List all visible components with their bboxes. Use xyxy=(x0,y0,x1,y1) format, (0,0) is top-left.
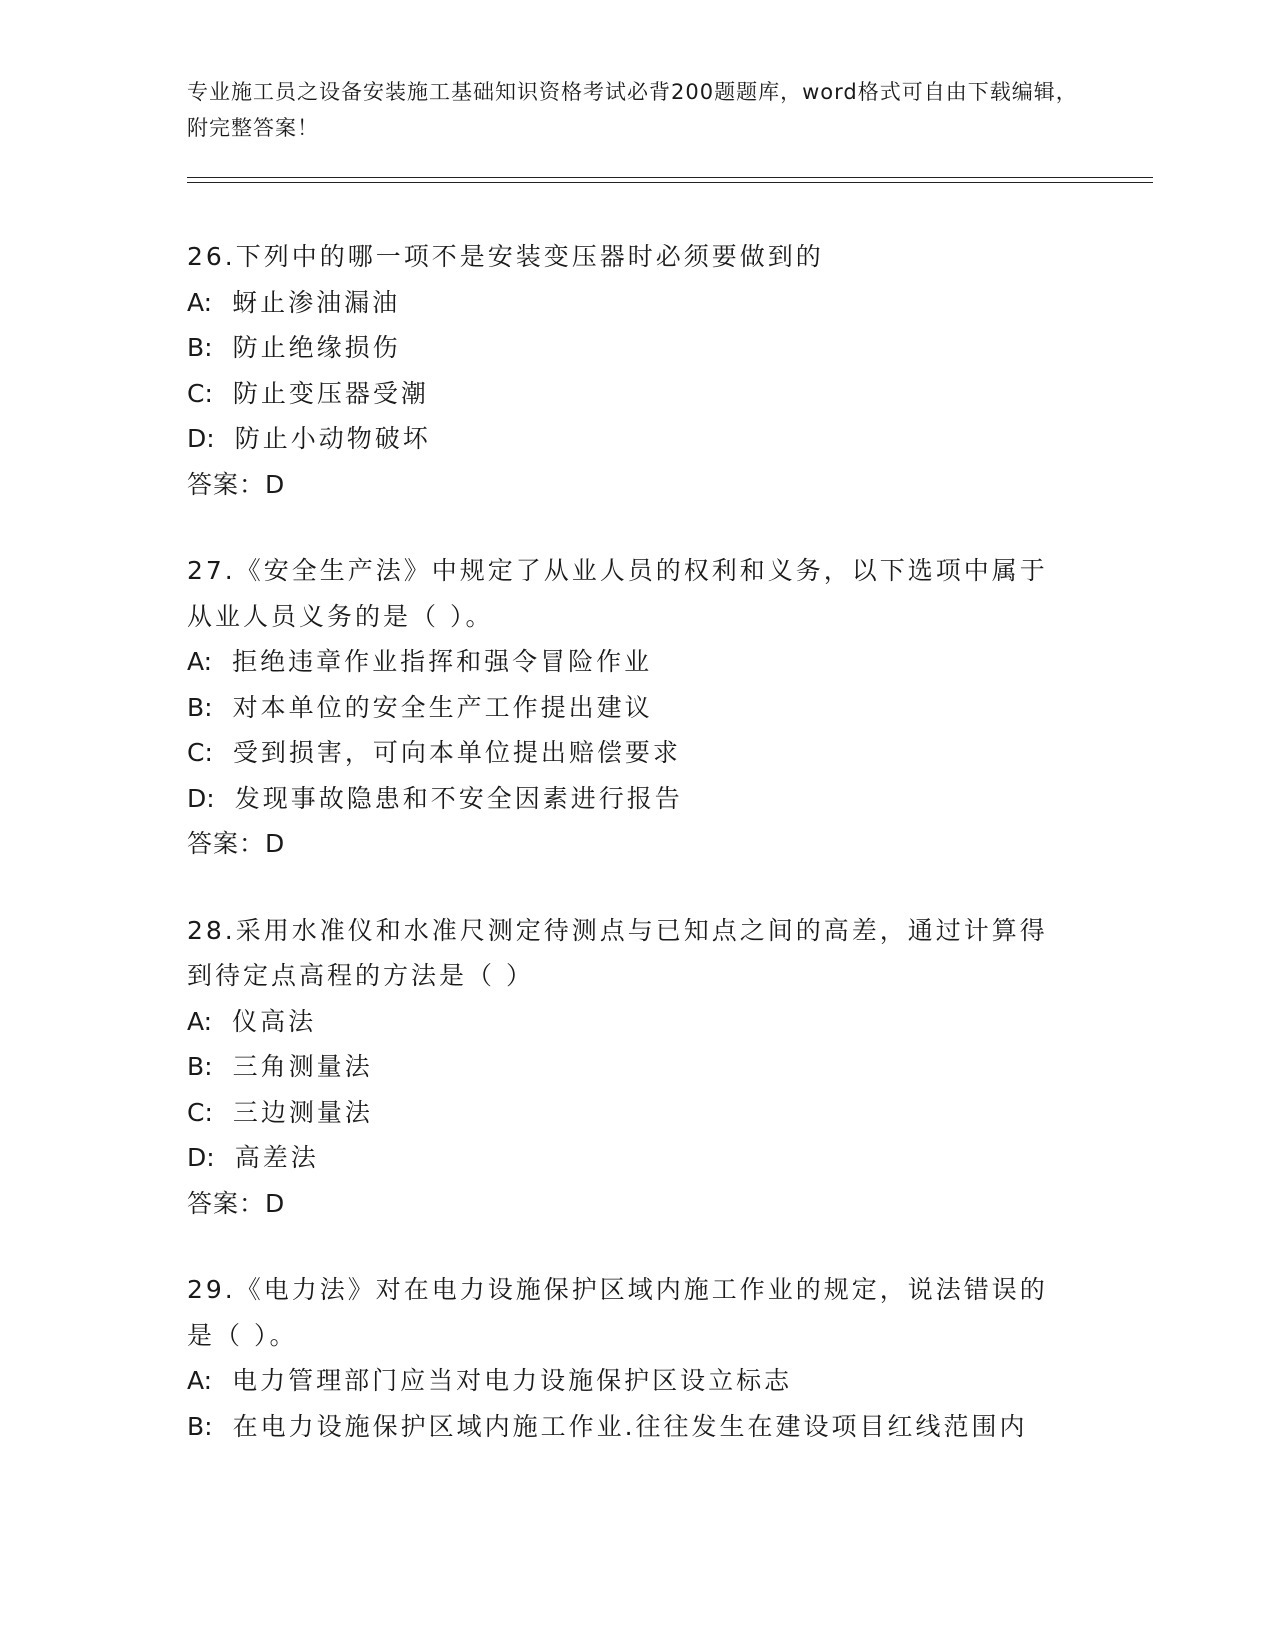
option-text: 三角测量法 xyxy=(232,1052,373,1081)
question-stem: 28.采用水准仪和水准尺测定待测点与已知点之间的高差，通过计算得到待定点高程的方法是（ ） xyxy=(187,915,1048,990)
option-b xyxy=(187,1044,1087,1090)
option-text: 发现事故隐患和不安全因素进行报告 xyxy=(234,783,683,813)
option-b xyxy=(187,325,1087,371)
option-text: 仪高法 xyxy=(232,1006,317,1036)
document-header: 专业施工员之设备安装施工基础知识资格考试必背200题题库，word格式可自由下载编辑，附完整答案！ xyxy=(187,80,1078,140)
option-b xyxy=(187,1404,1087,1450)
option-text: 拒绝违章作业指挥和强令冒险作业 xyxy=(232,647,653,676)
option-letter: D: xyxy=(187,1143,215,1172)
option-letter: A: xyxy=(187,1006,213,1036)
option-text: 高差法 xyxy=(234,1143,319,1172)
option-a xyxy=(187,280,1087,326)
option-text: 防止绝缘损伤 xyxy=(232,333,401,362)
option-text: 防止变压器受潮 xyxy=(232,378,429,408)
header-divider-bottom xyxy=(187,182,1153,183)
option-letter: A: xyxy=(187,647,213,676)
option-text: 对本单位的安全生产工作提出建议 xyxy=(232,692,653,722)
option-d xyxy=(187,1135,1087,1181)
question-28 xyxy=(187,908,1087,1227)
option-text: 防止小动物破坏 xyxy=(234,424,431,453)
option-b xyxy=(187,685,1087,731)
option-letter: A: xyxy=(187,287,213,317)
option-c xyxy=(187,371,1087,417)
option-letter: B: xyxy=(187,1411,213,1441)
option-letter: D: xyxy=(187,424,215,453)
answer-line: 答案：D xyxy=(187,469,286,499)
question-list xyxy=(187,234,1087,1490)
option-letter: B: xyxy=(187,692,213,722)
option-letter: B: xyxy=(187,333,213,362)
question-stem: 29.《电力法》对在电力设施保护区域内施工作业的规定，说法错误的是（ ）。 xyxy=(187,1275,1048,1350)
question-stem: 27.《安全生产法》中规定了从业人员的权利和义务，以下选项中属于从业人员义务的是（ ）。 xyxy=(187,556,1048,631)
option-d xyxy=(187,416,1087,462)
answer-line: 答案：D xyxy=(187,1188,286,1218)
option-c xyxy=(187,730,1087,776)
option-text: 三边测量法 xyxy=(232,1097,373,1127)
option-letter: A: xyxy=(187,1366,213,1395)
option-letter: C: xyxy=(187,378,213,408)
option-a xyxy=(187,999,1087,1045)
option-a xyxy=(187,639,1087,685)
option-letter: C: xyxy=(187,738,213,767)
question-26 xyxy=(187,234,1087,507)
option-d xyxy=(187,776,1087,822)
option-a xyxy=(187,1358,1087,1404)
option-letter: D: xyxy=(187,783,215,813)
option-text: 受到损害，可向本单位提出赔偿要求 xyxy=(232,738,681,767)
option-letter: B: xyxy=(187,1052,213,1081)
question-29 xyxy=(187,1267,1087,1449)
option-text: 在电力设施保护区域内施工作业.往往发生在建设项目红线范围内 xyxy=(232,1411,1028,1441)
question-stem: 26.下列中的哪一项不是安装变压器时必须要做到的 xyxy=(187,242,824,271)
answer-line: 答案：D xyxy=(187,829,286,858)
option-c xyxy=(187,1090,1087,1136)
option-text: 电力管理部门应当对电力设施保护区设立标志 xyxy=(232,1366,793,1395)
question-27 xyxy=(187,548,1087,867)
option-letter: C: xyxy=(187,1097,213,1127)
header-divider-top xyxy=(187,177,1153,178)
option-text: 蚜止渗油漏油 xyxy=(232,287,401,317)
